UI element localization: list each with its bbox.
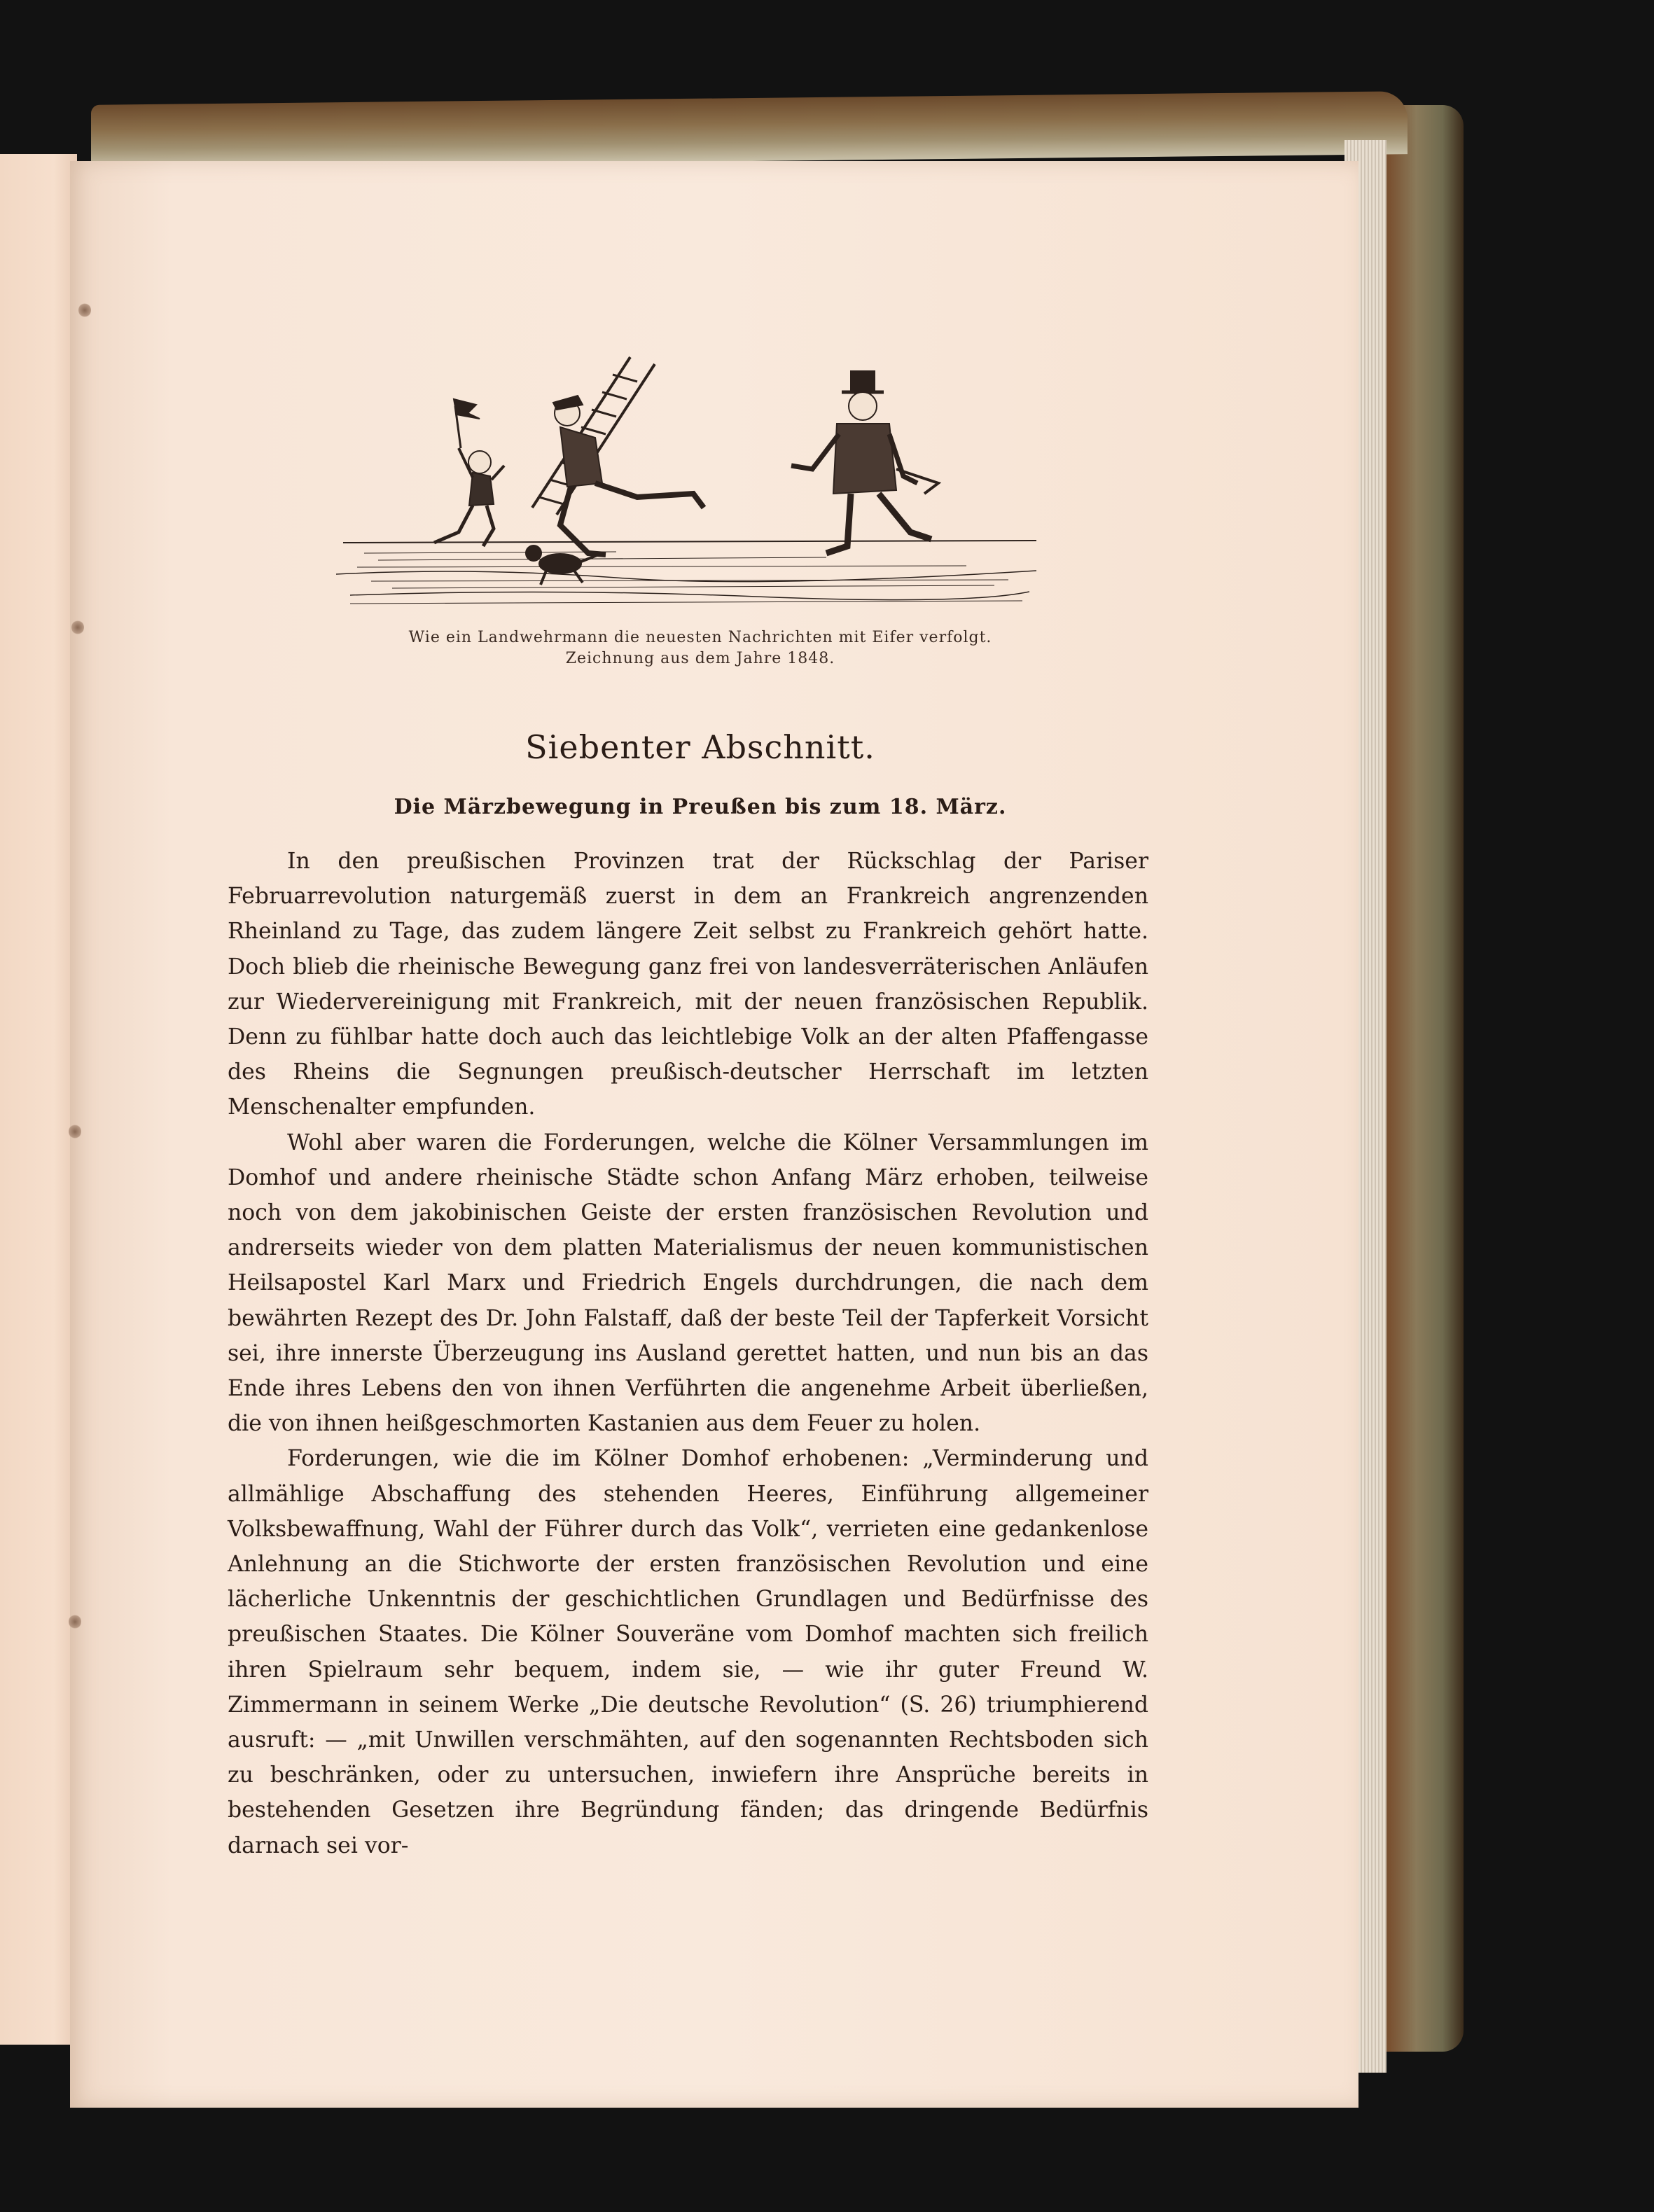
paragraph: Wohl aber waren die Forderungen, welche die Kölner Versammlungen im Domhof und andere rheinische Städte schon Anfang März erhoben, teilweise noch von dem jakobinischen Geiste der ersten französischen Revolution und andrerseits wieder von dem platten Materialismus der neuen kommunistischen Heilsapostel Karl Marx und Friedrich Engels durchdrungen, die nach dem bewährten Rezept des Dr. John Falstaff, daß der beste Teil der Tapferkeit Vorsicht sei, ihre innerste Überzeugung ins Ausland gerettet hatten, und nun bis an das Ende ihres Lebens den von ihnen Verführten die angenehme Arbeit überließen, die von ihnen heißgeschmorten Kastanien aus dem Feuer zu holen. — [228, 1129, 1148, 1437]
body-text — [228, 844, 1148, 1863]
binding-hole — [71, 620, 84, 635]
section-title: Siebenter Abschnitt. — [525, 728, 875, 766]
engraving-illustration — [336, 343, 1036, 616]
paragraph: Forderungen, wie die im Kölner Domhof erhobenen: „Verminderung und allmählige Abschaffung des stehenden Heeres, Einführung allgemeiner Volksbewaffnung, Wahl der Führer durch das Volk“, verrieten eine gedankenlose Anlehnung an die Stichworte der ersten französischen Revolution und eine lächerliche Unkenntnis der geschichtlichen Grundlagen und Bedürfnisse des preußischen Staates. Die Kölner Souveräne vom Domhof machten sich freilich ihren Spielraum sehr bequem, indem sie, — wie ihr guter Freund W. Zimmermann in seinem Werke „Die deutsche Revolution“ (S. 26) triumphierend ausruft: — „mit Unwillen verschmähten, auf den sogenannten Rechtsboden sich zu beschränken, oder zu untersuchen, inwiefern ihre Ansprüche bereits in bestehenden Gesetzen ihre Begründung fänden; das dringende Bedürfnis darnach sei vor- — [228, 1446, 1148, 1858]
binding-hole — [78, 302, 91, 318]
binding-hole — [69, 1124, 81, 1139]
binding-hole — [69, 1614, 81, 1629]
book-cover-top — [91, 91, 1408, 168]
illustration-caption-line2: Zeichnung aus dem Jahre 1848. — [565, 650, 835, 667]
illustration-caption-line1: Wie ein Landwehrmann die neuesten Nachrichten mit Eifer verfolgt. — [408, 629, 992, 646]
paragraph: In den preußischen Provinzen trat der Rückschlag der Pariser Februarrevolution naturgemäß zuerst in dem an Frankreich angrenzenden Rheinland zu Tage, das zudem längere Zeit selbst zu Frankreich gehört hatte. Doch blieb die rheinische Bewegung ganz frei von landesverräterischen Anläufen zur Wiedervereinigung mit Frankreich, mit der neuen französischen Republik. Denn zu fühlbar hatte doch auch das leichtlebige Volk an der alten Pfaffengasse des Rheins die Segnungen preußisch-deutscher Herrschaft im letzten Menschenalter empfunden. — [228, 849, 1148, 1120]
section-subtitle: Die Märzbewegung in Preußen bis zum 18. März. — [394, 795, 1007, 819]
left-page — [0, 154, 77, 2045]
